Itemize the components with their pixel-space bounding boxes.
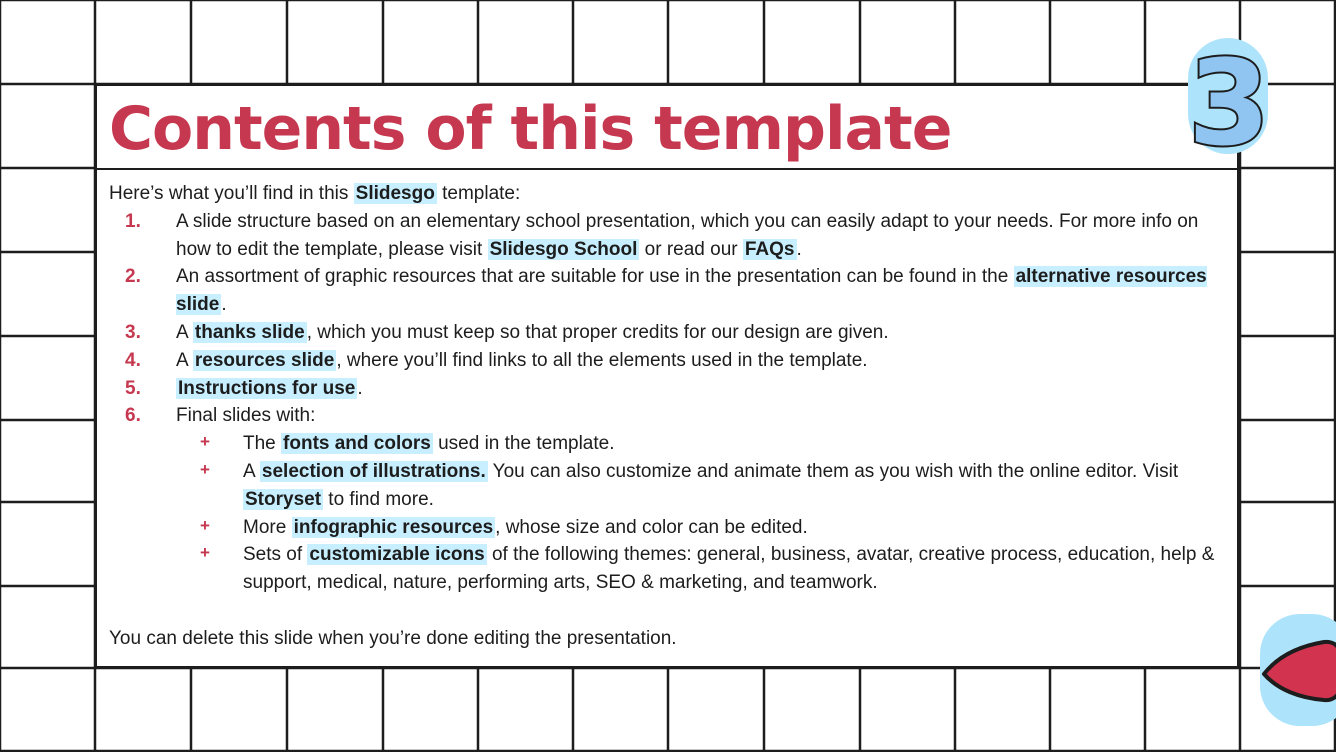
closing-note: You can delete this slide when you’re done editing the presentation.: [109, 627, 677, 649]
contents-list-item: [109, 402, 1229, 597]
item-text: A: [243, 460, 260, 482]
contents-list-item: [109, 375, 1229, 403]
sublist-item: [176, 430, 1229, 458]
sublist-item: [176, 514, 1229, 542]
item-text: A slide structure based on an elementary school presentation, which you can easily adapt to your needs. For more info on how to edit the template, please visit: [176, 210, 1199, 260]
highlighted-link[interactable]: Slidesgo School: [489, 238, 638, 260]
item-text: The: [243, 433, 282, 455]
item-text: .: [357, 377, 363, 399]
item-text: A: [176, 349, 193, 371]
item-number: 2.: [125, 266, 141, 288]
item-number: 4.: [125, 349, 141, 371]
sublist-item: [176, 541, 1229, 597]
item-text: to find more.: [323, 488, 434, 510]
item-text: Sets of: [243, 544, 308, 566]
intro-tail: template:: [436, 183, 521, 204]
number-three-badge: [1184, 32, 1274, 160]
final-slides-sublist: [176, 430, 1229, 597]
plus-bullet-icon: +: [200, 543, 210, 563]
item-text: , whose size and color can be edited.: [495, 516, 808, 538]
contents-list-item: [109, 208, 1229, 264]
item-text: , which you must keep so that proper credits for our design are given.: [306, 321, 889, 343]
intro-text: [109, 180, 1229, 208]
highlighted-link[interactable]: resources slide: [194, 349, 335, 371]
highlighted-link[interactable]: Storyset: [245, 488, 322, 510]
slidesgo-link[interactable]: Slidesgo: [355, 183, 435, 204]
heart-icon: [1256, 612, 1336, 728]
item-text: .: [796, 238, 802, 260]
item-text: of the following themes: general, business, avatar, creative process, education, help & support, medical, nature, performing arts, SEO & marketing, and teamwork.: [243, 544, 1215, 594]
highlighted-link[interactable]: selection of illustrations.: [261, 460, 486, 482]
contents-list: [109, 208, 1229, 597]
plus-bullet-icon: +: [200, 459, 210, 479]
contents-list-item: [109, 319, 1229, 347]
highlighted-link[interactable]: FAQs: [744, 238, 795, 260]
contents-list-item: [109, 263, 1229, 319]
item-text: or read our: [639, 238, 743, 260]
item-number: 5.: [125, 377, 141, 399]
item-text: , where you’ll find links to all the elements used in the template.: [336, 349, 868, 371]
highlighted-link[interactable]: infographic resources: [293, 516, 494, 538]
item-text: More: [243, 516, 292, 538]
plus-bullet-icon: +: [200, 432, 210, 452]
title-divider: [97, 168, 1237, 170]
content-panel: [95, 84, 1239, 668]
sublist-item: [176, 458, 1229, 514]
item-text: .: [221, 294, 227, 316]
intro-lead: Here’s what you’ll find in this: [109, 183, 354, 204]
item-text: You can also customize and animate them as you wish with the online editor. Visit: [487, 460, 1179, 482]
item-text: A: [176, 321, 193, 343]
contents-list-item: [109, 347, 1229, 375]
highlighted-link[interactable]: customizable icons: [309, 544, 485, 566]
item-number: 3.: [125, 321, 141, 343]
highlighted-link[interactable]: Instructions for use: [178, 377, 356, 399]
badge-number: 3: [1187, 34, 1271, 160]
highlighted-link[interactable]: alternative resources slide: [176, 266, 1207, 316]
item-text: used in the template.: [432, 433, 615, 455]
content-body: [109, 180, 1229, 653]
item-text: Final slides with:: [176, 405, 316, 427]
item-number: 1.: [125, 210, 141, 232]
page-title: Contents of this template: [109, 94, 952, 164]
item-text: An assortment of graphic resources that are suitable for use in the presentation can be found in the: [176, 266, 1014, 288]
plus-bullet-icon: +: [200, 515, 210, 535]
highlighted-link[interactable]: fonts and colors: [283, 433, 431, 455]
item-number: 6.: [125, 405, 141, 427]
highlighted-link[interactable]: thanks slide: [194, 321, 305, 343]
